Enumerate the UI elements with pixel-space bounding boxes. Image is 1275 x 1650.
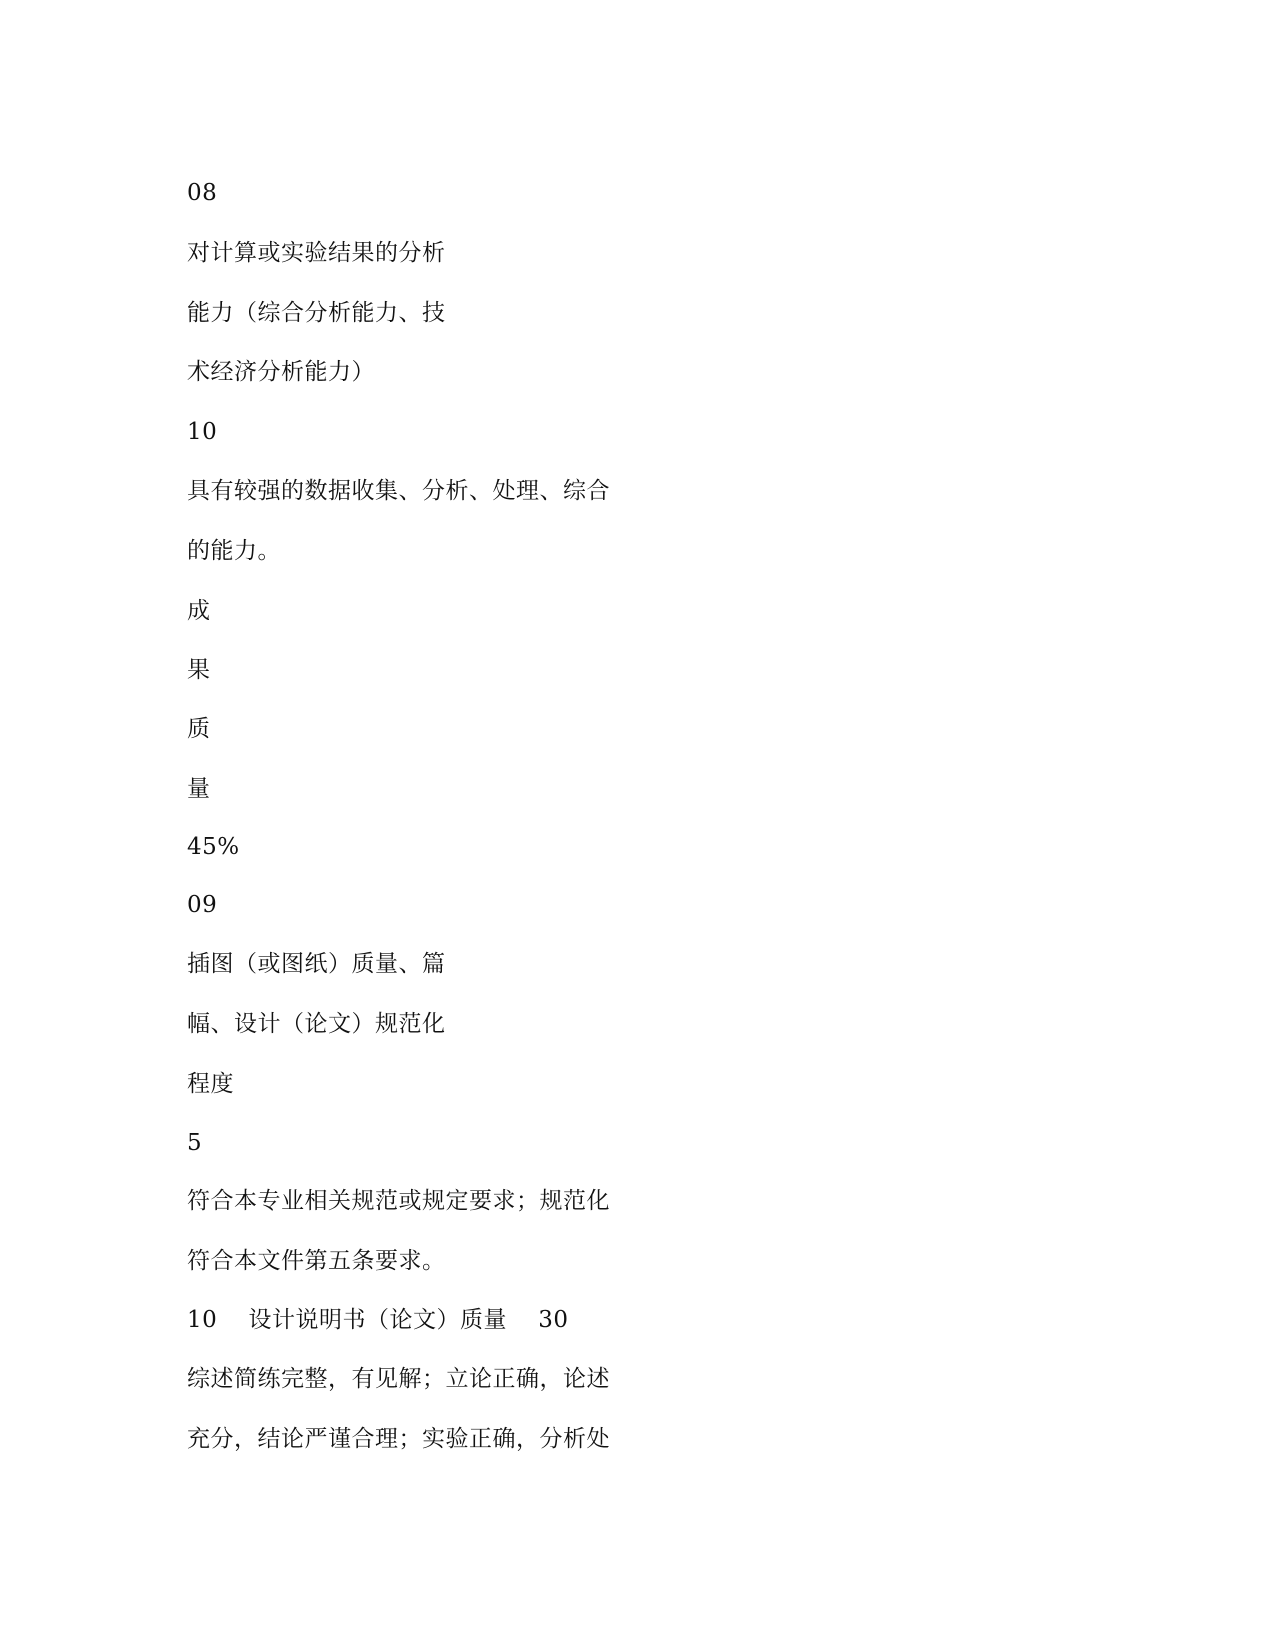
- criterion-text-line: 幅、设计（论文）规范化: [187, 1011, 446, 1037]
- item-number: 08: [187, 180, 218, 206]
- score-value: 10: [187, 419, 218, 445]
- requirement-text-line: 充分，结论严谨合理；实验正确，分析处: [187, 1426, 610, 1452]
- category-char: 量: [187, 776, 211, 802]
- criterion-text-line: 程度: [187, 1071, 234, 1097]
- criterion-text-line: 能力（综合分析能力、技: [187, 300, 446, 326]
- item-row-line: 10 设计说明书（论文）质量 30: [187, 1307, 569, 1333]
- requirement-text-line: 符合本专业相关规范或规定要求；规范化: [187, 1188, 610, 1214]
- requirement-text-line: 具有较强的数据收集、分析、处理、综合: [187, 478, 610, 504]
- criterion-text-line: 插图（或图纸）质量、篇: [187, 951, 446, 977]
- score-value: 5: [187, 1130, 203, 1156]
- item-number: 09: [187, 892, 218, 918]
- category-char: 果: [187, 657, 211, 683]
- criterion-text-line: 对计算或实验结果的分析: [187, 240, 446, 266]
- category-weight: 45%: [187, 834, 240, 860]
- requirement-text-line: 符合本文件第五条要求。: [187, 1248, 446, 1274]
- category-char: 成: [187, 598, 211, 624]
- category-char: 质: [187, 716, 211, 742]
- requirement-text-line: 的能力。: [187, 538, 281, 564]
- requirement-text-line: 综述简练完整，有见解；立论正确，论述: [187, 1366, 610, 1392]
- criterion-text-line: 术经济分析能力）: [187, 359, 375, 385]
